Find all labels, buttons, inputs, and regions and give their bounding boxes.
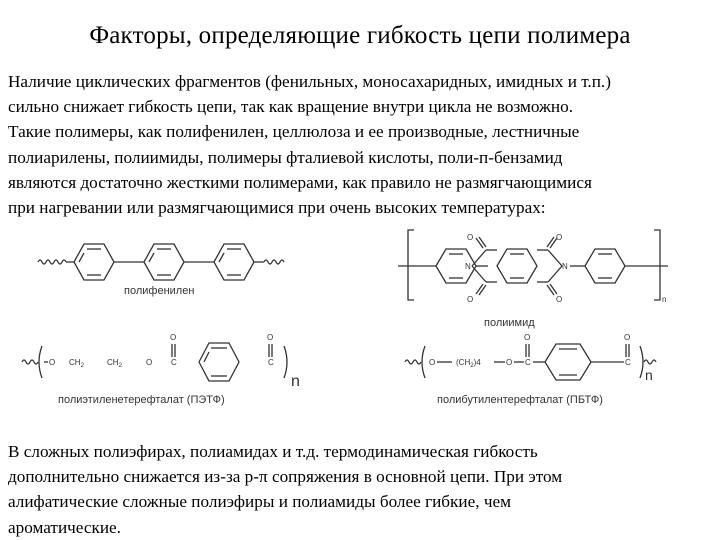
- pet-structure: [22, 333, 300, 406]
- oxygen-atom-label: O: [170, 333, 177, 342]
- wavy-bond-right: [264, 260, 284, 264]
- pbt-label: полибутилентерефталат (ПБТФ): [437, 394, 603, 406]
- oxygen-atom-label: O: [524, 333, 531, 342]
- oxygen-atom-label: O: [49, 358, 56, 367]
- carbon-atom-label: C: [171, 358, 177, 367]
- paragraph-line: сильно снижает гибкость цепи, так как вращение внутри цикла не возможно.: [8, 97, 573, 117]
- paragraph-line: Такие полимеры, как полифенилен, целлюлоза и ее производные, лестничные: [8, 122, 580, 142]
- bracket-left: [422, 346, 425, 378]
- bracket-left: [39, 346, 42, 378]
- bracket-left: [408, 230, 414, 300]
- wavy-bond: [644, 360, 656, 364]
- repeat-subscript: n: [645, 367, 653, 383]
- polyphenylene-structure: [38, 244, 284, 297]
- oxygen-atom-label: O: [429, 358, 436, 367]
- oxygen-atom-label: O: [556, 233, 563, 242]
- conclusion-paragraph: [8, 439, 714, 540]
- nitrogen-atom-label: N: [562, 262, 568, 271]
- wavy-bond-left: [38, 260, 66, 264]
- ch2-group: $CH_2$: [69, 358, 84, 369]
- repeat-subscript: n: [662, 295, 667, 304]
- page-title: Факторы, определяющие гибкость цепи полимера: [89, 22, 631, 49]
- oxygen-atom-label: O: [506, 358, 513, 367]
- pbt-structure: [405, 333, 656, 406]
- ch2-group: $CH_2$: [107, 358, 122, 369]
- pet-label: полиэтиленетерефталат (ПЭТФ): [58, 394, 225, 406]
- polyimide-structure: [398, 230, 668, 329]
- carbon-atom-label: C: [525, 358, 531, 367]
- paragraph-line: ароматические.: [8, 517, 121, 537]
- oxygen-atom-label: O: [146, 358, 153, 367]
- paragraph-line: алифатические сложные полиэфиры и полиамиды более гибкие, чем: [8, 492, 511, 512]
- ch2-chain-group: $(CH_2)4$: [456, 358, 481, 369]
- oxygen-atom-label: O: [267, 333, 274, 342]
- oxygen-atom-label: O: [467, 233, 474, 242]
- paragraph-line: полиарилены, полиимиды, полимеры фталиевой кислоты, поли-п-бензамид: [8, 147, 563, 167]
- benzene-ring: [199, 343, 239, 381]
- oxygen-atom-label: O: [556, 295, 563, 304]
- polyimide-label: полиимид: [484, 317, 535, 329]
- bracket-right: [654, 230, 660, 300]
- paragraph-line: Наличие циклических фрагментов (фенильных, моносахаридных, имидных и т.п.): [8, 72, 611, 91]
- carbon-atom-label: C: [625, 358, 631, 367]
- wavy-bond: [405, 360, 421, 364]
- paragraph-line: при нагревании или размягчающимися при очень высоких температурах:: [8, 198, 546, 218]
- paragraph-line: В сложных полиэфирах, полиамидах и т.д. термодинамическая гибкость: [8, 442, 538, 461]
- carbon-atom-label: C: [268, 358, 274, 367]
- paragraph-line: дополнительно снижается из-за p-π сопряжения в основной цепи. При этом: [8, 467, 563, 487]
- bracket-right: [284, 346, 287, 378]
- repeat-subscript: n: [291, 373, 300, 390]
- wavy-bond: [22, 360, 38, 364]
- nitrogen-atom-label: N: [465, 262, 471, 271]
- bracket-right: [640, 346, 643, 378]
- polyphenylene-label: полифенилен: [124, 285, 195, 297]
- oxygen-atom-label: O: [467, 295, 474, 304]
- paragraph-line: являются достаточно жесткими полимерами, как правило не размягчающимися: [8, 172, 592, 192]
- oxygen-atom-label: O: [624, 333, 631, 342]
